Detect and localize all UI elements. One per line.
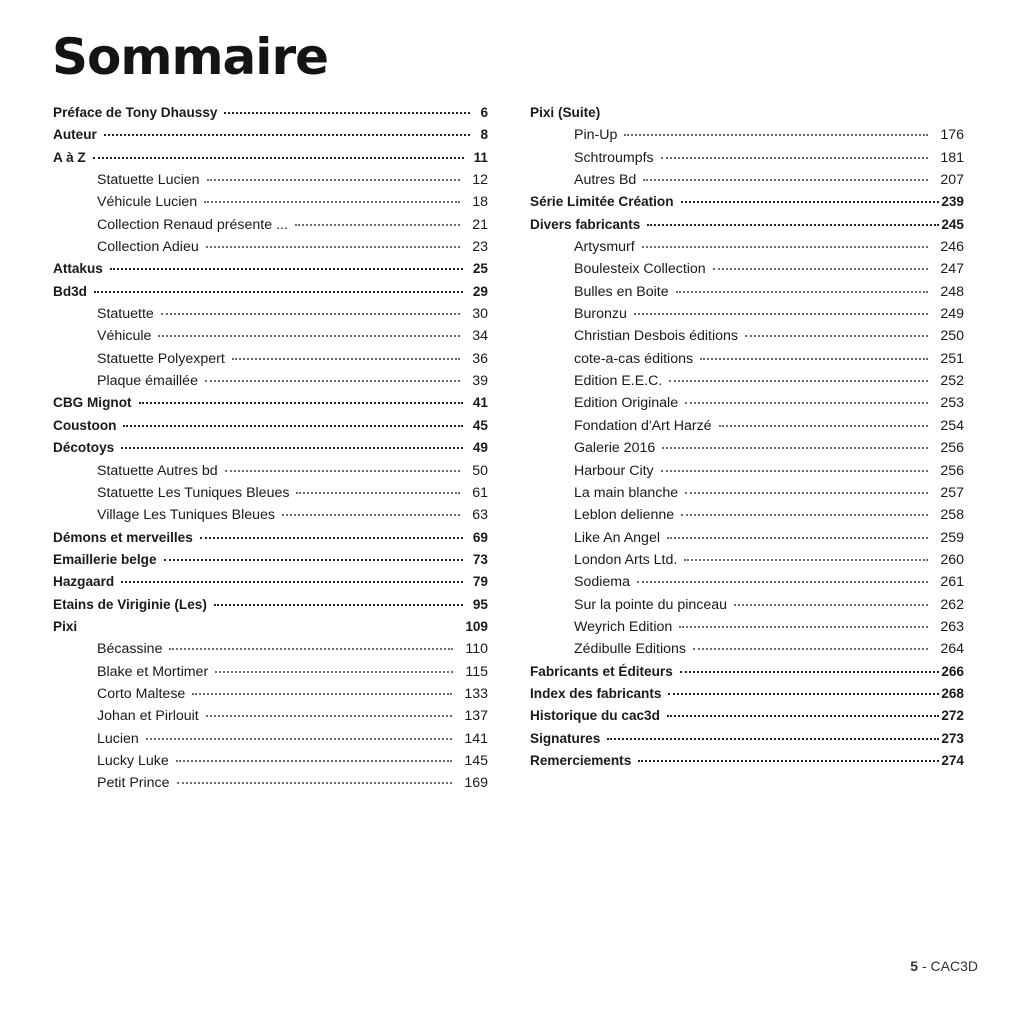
toc-subentry xyxy=(53,661,488,683)
toc-entry-label: Plaque émaillée xyxy=(97,373,198,390)
toc-page-number: 246 xyxy=(940,239,964,256)
toc-page-number: 248 xyxy=(940,283,964,300)
toc-entry-label: Collection Adieu xyxy=(97,239,199,256)
toc-entry-label: CBG Mignot xyxy=(53,395,132,411)
toc-page-number: 251 xyxy=(940,350,964,367)
toc-page-number: 137 xyxy=(464,708,488,725)
toc-page-number: 21 xyxy=(472,216,488,233)
dot-leader xyxy=(684,558,928,561)
dot-leader xyxy=(224,111,470,114)
toc-subentry xyxy=(53,191,488,213)
toc-entry-label: Pin-Up xyxy=(574,127,618,144)
toc-section-entry xyxy=(53,527,488,549)
toc-subentry xyxy=(530,281,964,303)
toc-subentry xyxy=(53,236,488,258)
toc-page-number: 79 xyxy=(472,574,488,590)
toc-subentry xyxy=(530,169,964,191)
dot-leader xyxy=(680,670,940,673)
toc-entry-label: Divers fabricants xyxy=(530,216,641,232)
toc-page-number: 34 xyxy=(472,328,488,345)
dot-leader xyxy=(282,513,460,516)
toc-page-number: 110 xyxy=(465,641,488,658)
dot-leader xyxy=(296,491,460,494)
toc-entry-label: Galerie 2016 xyxy=(574,440,656,457)
toc-entry-label: Petit Prince xyxy=(97,775,170,792)
toc-section-entry xyxy=(53,392,488,414)
toc-entry-label: Christian Desbois éditions xyxy=(574,328,739,345)
dot-leader xyxy=(676,290,929,293)
toc-page-number: 181 xyxy=(940,149,964,166)
dot-leader xyxy=(643,178,928,181)
toc-section-entry xyxy=(53,258,488,280)
dot-leader xyxy=(700,357,928,360)
dot-leader xyxy=(139,401,463,404)
dot-leader xyxy=(207,178,461,181)
toc-entry-label: Like An Angel xyxy=(574,529,660,546)
dot-leader xyxy=(93,156,464,159)
toc-page-number: 273 xyxy=(941,730,964,746)
toc-subentry xyxy=(530,460,964,482)
toc-entry-label: Statuette Polyexpert xyxy=(97,350,225,367)
toc-entry-label: Préface de Tony Dhaussy xyxy=(53,105,218,120)
toc-entry-label: Edition E.E.C. xyxy=(574,373,663,390)
toc-subentry xyxy=(530,527,964,549)
toc-section-entry xyxy=(530,750,964,772)
toc-subentry xyxy=(530,370,964,392)
toc-page-number: 169 xyxy=(464,775,488,792)
toc-page-number: 263 xyxy=(940,618,964,635)
dot-leader xyxy=(206,245,460,248)
dot-leader xyxy=(681,513,928,516)
toc-subentry xyxy=(53,325,488,347)
dot-leader xyxy=(662,446,928,449)
toc-entry-label: Lucien xyxy=(97,730,139,747)
toc-subentry xyxy=(530,124,964,146)
toc-page-number: 247 xyxy=(940,261,964,278)
toc-page-number: 260 xyxy=(940,551,964,568)
toc-subentry xyxy=(530,236,964,258)
toc-page-number: 249 xyxy=(940,306,964,323)
toc-page-number: 207 xyxy=(940,172,964,189)
page-footer xyxy=(910,958,978,974)
toc-page-number: 6 xyxy=(480,105,488,120)
dot-leader xyxy=(713,267,929,270)
dot-leader xyxy=(685,401,928,404)
toc-page-number: 50 xyxy=(472,462,488,479)
toc-page-number: 12 xyxy=(472,172,488,189)
toc-page-number: 30 xyxy=(472,306,488,323)
toc-section-entry xyxy=(53,437,488,459)
dot-leader xyxy=(206,714,453,717)
toc-page-number: 11 xyxy=(473,149,488,165)
dot-leader xyxy=(295,223,460,226)
toc-subentry xyxy=(530,594,964,616)
toc-page-number: 29 xyxy=(472,283,488,299)
dot-leader xyxy=(123,424,462,427)
toc-page-number: 95 xyxy=(472,596,488,612)
toc-page-number: 176 xyxy=(940,127,964,144)
toc-subentry xyxy=(530,303,964,325)
toc-entry-label: Bulles en Boite xyxy=(574,283,669,300)
toc-page-number: 145 xyxy=(464,752,488,769)
dot-leader xyxy=(169,647,453,650)
toc-entry-label: Décotoys xyxy=(53,440,115,456)
toc-entry-label: Historique du cac3d xyxy=(530,708,660,724)
dot-leader xyxy=(225,469,461,472)
toc-section-entry xyxy=(53,616,488,638)
dot-leader xyxy=(200,536,463,539)
dot-leader xyxy=(734,603,928,606)
toc-entry-label: Leblon delienne xyxy=(574,507,675,524)
dot-leader xyxy=(637,580,928,583)
toc-entry-label: Remerciements xyxy=(530,752,632,768)
dot-leader xyxy=(121,446,463,449)
toc-entry-label: Statuette Lucien xyxy=(97,172,200,189)
toc-entry-label: Auteur xyxy=(53,127,97,143)
toc-subentry xyxy=(53,370,488,392)
toc-entry-label: cote-a-cas éditions xyxy=(574,350,694,367)
toc-entry-label: A à Z xyxy=(53,149,86,165)
dot-leader xyxy=(192,692,452,695)
toc-page-number: 8 xyxy=(480,127,488,143)
toc-entry-label: Blake et Mortimer xyxy=(97,663,209,680)
toc-entry-label: Statuette xyxy=(97,306,154,323)
toc-page-number: 266 xyxy=(941,663,964,679)
dot-leader xyxy=(693,647,928,650)
toc-subentry xyxy=(530,348,964,370)
toc-entry-label: Schtroumpfs xyxy=(574,149,654,166)
toc-entry-label: Signatures xyxy=(530,730,601,746)
toc-page-number: 115 xyxy=(465,663,488,680)
toc-subentry xyxy=(53,772,488,794)
toc-section-entry xyxy=(53,147,488,169)
toc-section-entry xyxy=(53,594,488,616)
toc-page-number: 272 xyxy=(941,708,964,724)
toc-entry-label: Artysmurf xyxy=(574,239,635,256)
toc-entry-label: Village Les Tuniques Bleues xyxy=(97,507,275,524)
toc-entry-label: Weyrich Edition xyxy=(574,618,673,635)
toc-subentry xyxy=(53,214,488,236)
toc-subentry xyxy=(53,504,488,526)
toc-entry-label: Fabricants et Éditeurs xyxy=(530,663,673,679)
dot-leader xyxy=(647,223,939,226)
toc-section-entry xyxy=(530,728,964,750)
toc-subentry xyxy=(530,392,964,414)
toc-subentry xyxy=(530,325,964,347)
dot-leader xyxy=(214,603,463,606)
toc-entry-label: Bd3d xyxy=(53,283,87,299)
toc-entry-label: Sodiema xyxy=(574,574,630,591)
toc-entry-label: Zédibulle Editions xyxy=(574,641,686,658)
toc-entry-label: Pixi xyxy=(53,618,78,634)
toc-entry-label: Lucky Luke xyxy=(97,752,169,769)
toc-page-number: 23 xyxy=(472,239,488,256)
toc-page-number: 253 xyxy=(940,395,964,412)
toc-subentry xyxy=(530,549,964,571)
toc-subentry xyxy=(53,638,488,660)
dot-leader xyxy=(685,491,928,494)
toc-entry-label: Sur la pointe du pinceau xyxy=(574,596,728,613)
toc-column-right xyxy=(530,102,964,772)
toc-subentry xyxy=(530,571,964,593)
toc-subentry xyxy=(530,415,964,437)
toc-page-number: 69 xyxy=(472,529,488,545)
toc-column-left xyxy=(53,102,488,795)
toc-page-number: 109 xyxy=(465,618,488,634)
footer-book-title: CAC3D xyxy=(930,958,978,974)
toc-page-number: 268 xyxy=(941,685,964,701)
toc-entry-label: Etains de Viriginie (Les) xyxy=(53,596,207,612)
toc-subentry xyxy=(53,169,488,191)
toc-section-entry xyxy=(53,281,488,303)
toc-page-number: 261 xyxy=(940,574,964,591)
dot-leader xyxy=(679,625,928,628)
dot-leader xyxy=(94,290,463,293)
toc-subentry xyxy=(530,147,964,169)
dot-leader xyxy=(104,133,471,136)
toc-entry-label: Corto Maltese xyxy=(97,685,186,702)
footer-page-number: 5 xyxy=(910,958,919,974)
dot-leader xyxy=(667,714,939,717)
dot-leader xyxy=(719,424,929,427)
toc-subentry xyxy=(53,303,488,325)
toc-page-number: 252 xyxy=(940,373,964,390)
toc-entry-label: Harbour City xyxy=(574,462,654,479)
toc-subentry xyxy=(53,482,488,504)
toc-entry-label: Véhicule xyxy=(97,328,152,345)
dot-leader xyxy=(669,379,928,382)
toc-entry-label: Fondation d'Art Harzé xyxy=(574,417,712,434)
toc-entry-label: Buronzu xyxy=(574,306,627,323)
toc-section-entry xyxy=(530,214,964,236)
toc-page-number: 63 xyxy=(472,507,488,524)
dot-leader xyxy=(624,133,928,136)
dot-leader xyxy=(232,357,460,360)
toc-subentry xyxy=(530,504,964,526)
toc-section-entry xyxy=(530,191,964,213)
toc-entry-label: Série Limitée Création xyxy=(530,194,674,210)
toc-entry-label: Démons et merveilles xyxy=(53,529,193,545)
toc-subentry xyxy=(530,616,964,638)
toc-entry-label: Pixi (Suite) xyxy=(530,105,601,120)
toc-entry-label: Véhicule Lucien xyxy=(97,194,198,211)
toc-section-entry xyxy=(53,571,488,593)
toc-page-number: 25 xyxy=(472,261,488,277)
toc-section-entry xyxy=(530,102,964,124)
toc-subentry xyxy=(53,683,488,705)
toc-entry-label: Statuette Autres bd xyxy=(97,462,218,479)
toc-page-number: 254 xyxy=(940,417,964,434)
toc-entry-label: Edition Originale xyxy=(574,395,679,412)
dot-leader xyxy=(205,379,460,382)
dot-leader xyxy=(164,558,463,561)
toc-page-number: 141 xyxy=(464,730,488,747)
footer-separator: - xyxy=(918,958,931,974)
toc-entry-label: Index des fabricants xyxy=(530,685,662,701)
dot-leader xyxy=(215,670,453,673)
toc-entry-label: Boulesteix Collection xyxy=(574,261,706,278)
toc-page-number: 39 xyxy=(472,373,488,390)
toc-subentry xyxy=(53,460,488,482)
toc-page-number: 274 xyxy=(941,752,964,768)
toc-page-number: 262 xyxy=(940,596,964,613)
toc-subentry xyxy=(53,705,488,727)
toc-entry-label: London Arts Ltd. xyxy=(574,551,678,568)
dot-leader xyxy=(146,737,453,740)
dot-leader xyxy=(607,737,939,740)
toc-page-number: 245 xyxy=(941,216,964,232)
toc-entry-label: La main blanche xyxy=(574,484,679,501)
dot-leader xyxy=(745,334,928,337)
toc-subentry xyxy=(530,437,964,459)
dot-leader xyxy=(661,469,929,472)
dot-leader xyxy=(176,759,453,762)
toc-entry-label: Statuette Les Tuniques Bleues xyxy=(97,484,290,501)
toc-entry-label: Attakus xyxy=(53,261,103,277)
dot-leader xyxy=(661,156,929,159)
dot-leader xyxy=(638,759,939,762)
toc-subentry xyxy=(530,638,964,660)
toc-section-entry xyxy=(53,549,488,571)
page-title: Sommaire xyxy=(52,28,329,86)
toc-page-number: 133 xyxy=(464,685,488,702)
toc-page-number: 264 xyxy=(940,641,964,658)
dot-leader xyxy=(667,536,928,539)
toc-section-entry xyxy=(53,124,488,146)
dot-leader xyxy=(634,312,928,315)
dot-leader xyxy=(177,781,453,784)
toc-subentry xyxy=(53,750,488,772)
toc-subentry xyxy=(530,258,964,280)
toc-entry-label: Autres Bd xyxy=(574,172,637,189)
toc-page-number: 239 xyxy=(941,194,964,210)
toc-page-number: 45 xyxy=(472,417,488,433)
toc-page-number: 41 xyxy=(472,395,488,411)
toc-section-entry xyxy=(530,705,964,727)
toc-page-number: 256 xyxy=(940,462,964,479)
toc-entry-label: Bécassine xyxy=(97,641,163,658)
dot-leader xyxy=(642,245,929,248)
toc-page-number: 18 xyxy=(472,194,488,211)
dot-leader xyxy=(110,267,463,270)
toc-page-number: 256 xyxy=(940,440,964,457)
dot-leader xyxy=(121,580,463,583)
toc-entry-label: Johan et Pirlouit xyxy=(97,708,199,725)
toc-subentry xyxy=(53,728,488,750)
toc-page-number: 258 xyxy=(940,507,964,524)
toc-section-entry xyxy=(530,661,964,683)
dot-leader xyxy=(204,200,460,203)
toc-page-number: 250 xyxy=(940,328,964,345)
toc-entry-label: Collection Renaud présente ... xyxy=(97,216,288,233)
dot-leader xyxy=(158,334,460,337)
toc-page-number: 49 xyxy=(472,440,488,456)
toc-page-number: 73 xyxy=(472,551,488,567)
toc-entry-label: Hazgaard xyxy=(53,574,115,590)
toc-subentry xyxy=(530,482,964,504)
toc-page-number: 259 xyxy=(940,529,964,546)
toc-page-number: 61 xyxy=(472,484,488,501)
toc-section-entry xyxy=(53,415,488,437)
toc-entry-label: Coustoon xyxy=(53,417,117,433)
dot-leader xyxy=(681,200,940,203)
toc-entry-label: Emaillerie belge xyxy=(53,551,157,567)
toc-page-number: 36 xyxy=(472,350,488,367)
toc-page-number: 257 xyxy=(940,484,964,501)
toc-subentry xyxy=(53,348,488,370)
dot-leader xyxy=(161,312,460,315)
toc-section-entry xyxy=(53,102,488,124)
dot-leader xyxy=(668,692,939,695)
toc-section-entry xyxy=(530,683,964,705)
